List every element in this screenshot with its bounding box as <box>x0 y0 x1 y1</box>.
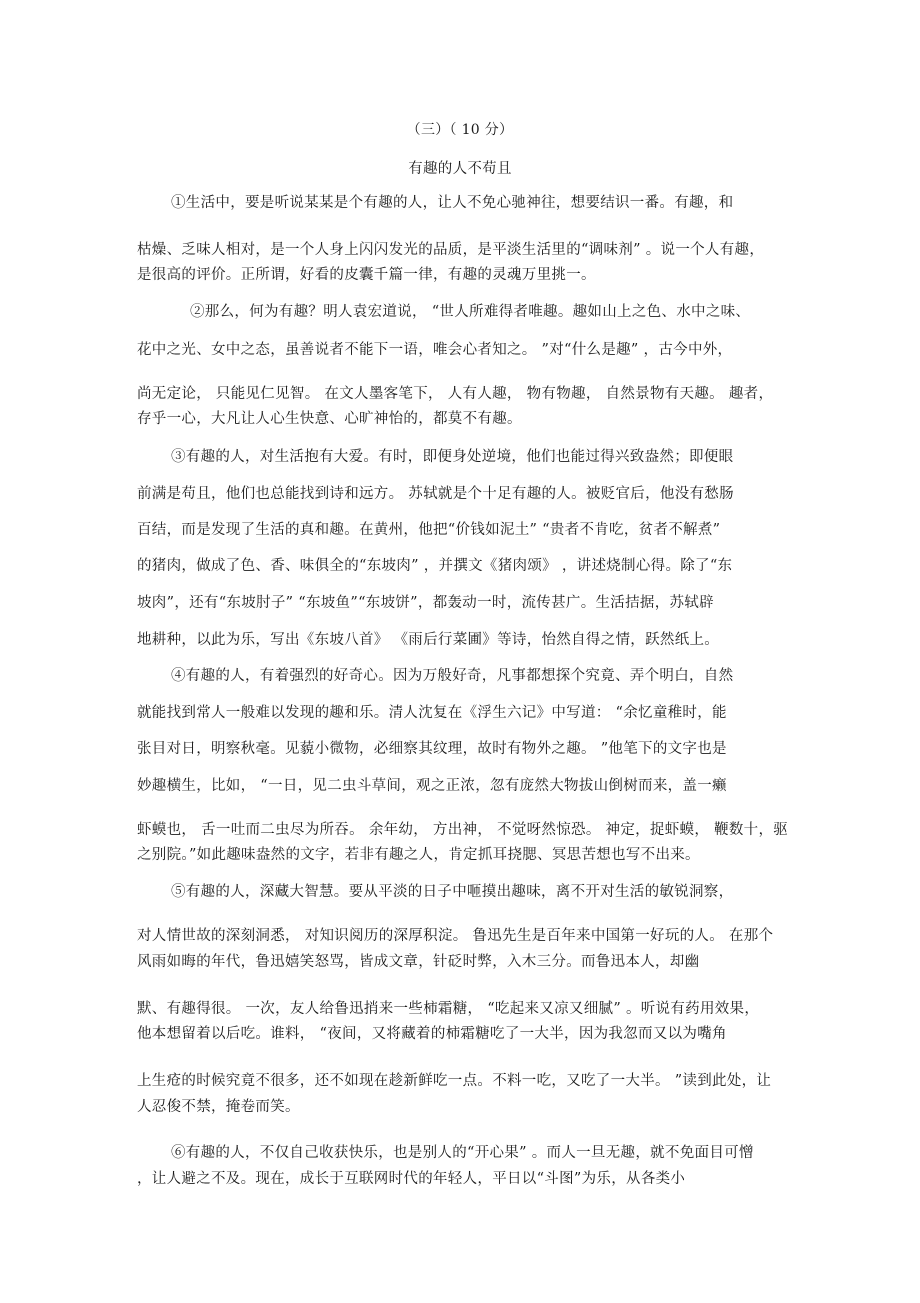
body-line: 地耕种，以此为乐，写出《东坡八首》 《雨后行菜圃》等诗，怡然自得之情，跃然纸上。 <box>137 632 720 648</box>
body-line: 他本想留着以后吃。谁料， “夜间，又将藏着的柿霜糖吃了一大半，因为我忽而又以为嘴角 <box>137 1026 727 1042</box>
body-line: 风雨如晦的年代，鲁迅嬉笑怒骂，皆成文章，针砭时弊，入木三分。而鲁迅本人，却幽 <box>137 954 700 970</box>
body-line: 人忍俊不禁，掩卷而笑。 <box>137 1099 300 1115</box>
body-line: 默、有趣得很。 一次，友人给鲁迅捎来一些柿霜糖， “吃起来又凉又细腻” 。听说有药用效果， <box>137 1001 760 1017</box>
body-line: ③有趣的人，对生活抱有大爱。有时，即便身处逆境，他们也能过得兴致盎然；即便眼 <box>171 449 734 465</box>
body-line: 前满是苟且，他们也总能找到诗和远方。 苏轼就是个十足有趣的人。被贬官后，他没有愁肠 <box>137 486 734 502</box>
body-line: 坡肉”，还有“东坡肘子” “东坡鱼”“东坡饼”，都轰动一时，流传甚广。生活拮据，苏轼辟 <box>137 595 714 611</box>
body-line: 对人情世故的深刻洞悉， 对知识阅历的深厚积淀。 鲁迅先生是百年来中国第一好玩的人。 在那个 <box>137 928 774 944</box>
section-heading: （三）（ 10 分） <box>406 122 514 138</box>
body-line: ②那么，何为有趣？明人袁宏道说， “世人所难得者唯趣。趣如山上之色、水中之味、 <box>190 304 751 320</box>
body-line: ，让人避之不及。现在，成长于互联网时代的年轻人，平日以“斗图”为乐，从各类小 <box>137 1171 686 1187</box>
body-line: 妙趣横生，比如， “一日，见二虫斗草间，观之正浓，忽有庞然大物拔山倒树而来，盖一癞 <box>137 778 727 794</box>
body-line: 枯燥、乏味人相对，是一个人身上闪闪发光的品质，是平淡生活里的“调味剂” 。说一个人有趣， <box>137 242 765 258</box>
body-line: 的猪肉，做成了色、香、味俱全的“东坡肉” ，并撰文《猪肉颂》 ，讲述烧制心得。除了“东 <box>137 558 733 574</box>
article-title: 有趣的人不苟且 <box>408 161 512 177</box>
body-line: ⑥有趣的人，不仅自己收获快乐，也是别人的“开心果” 。而人一旦无趣，就不免面目可憎 <box>171 1145 754 1161</box>
body-line: 花中之光、女中之态，虽善说者不能下一语，唯会心者知之。 ”对“什么是趣” ，古今中外， <box>137 342 733 358</box>
body-line: 虾蟆也， 舌一吐而二虫尽为所吞。 余年幼， 方出神， 不觉呀然惊恐。 神定，捉虾蟆， 鞭数十，驱 <box>137 822 789 838</box>
body-line: 是很高的评价。正所谓，好看的皮囊千篇一律，有趣的灵魂万里挑一。 <box>137 267 596 283</box>
body-line: 存乎一心，大凡让人心生快意、心旷神怡的，都莫不有趣。 <box>137 411 522 427</box>
body-line: 上生疮的时候究竟不很多，还不如现在趁新鲜吃一点。不料一吃，又吃了一大半。 ”读到此处，让 <box>137 1073 772 1089</box>
body-line: ④有趣的人，有着强烈的好奇心。因为万般好奇，凡事都想探个究竟、弄个明白，自然 <box>171 668 734 684</box>
body-line: 百结，而是发现了生活的真和趣。在黄州，他把“价钱如泥土” “贵者不肯吃，贫者不解煮” <box>137 522 721 538</box>
body-line: 之别院。”如此趣味盎然的文字，若非有趣之人，肯定抓耳挠腮、冥思苦想也写不出来。 <box>137 847 700 863</box>
body-line: ⑤有趣的人，深藏大智慧。要从平淡的日子中咂摸出趣味，离不开对生活的敏锐洞察， <box>171 884 734 900</box>
body-line: ①生活中，要是听说某某是个有趣的人，让人不免心驰神往，想要结识一番。有趣，和 <box>171 195 734 211</box>
body-line: 张目对日，明察秋毫。见藐小微物，必细察其纹理，故时有物外之趣。 ”他笔下的文字也是 <box>137 741 727 757</box>
body-line: 尚无定论， 只能见仁见智。 在文人墨客笔下， 人有人趣， 物有物趣， 自然景物有天趣。 趣者， <box>137 386 774 402</box>
body-line: 就能找到常人一般难以发现的趣和乐。清人沈复在《浮生六记》中写道： “余忆童稚时，能 <box>137 705 727 721</box>
